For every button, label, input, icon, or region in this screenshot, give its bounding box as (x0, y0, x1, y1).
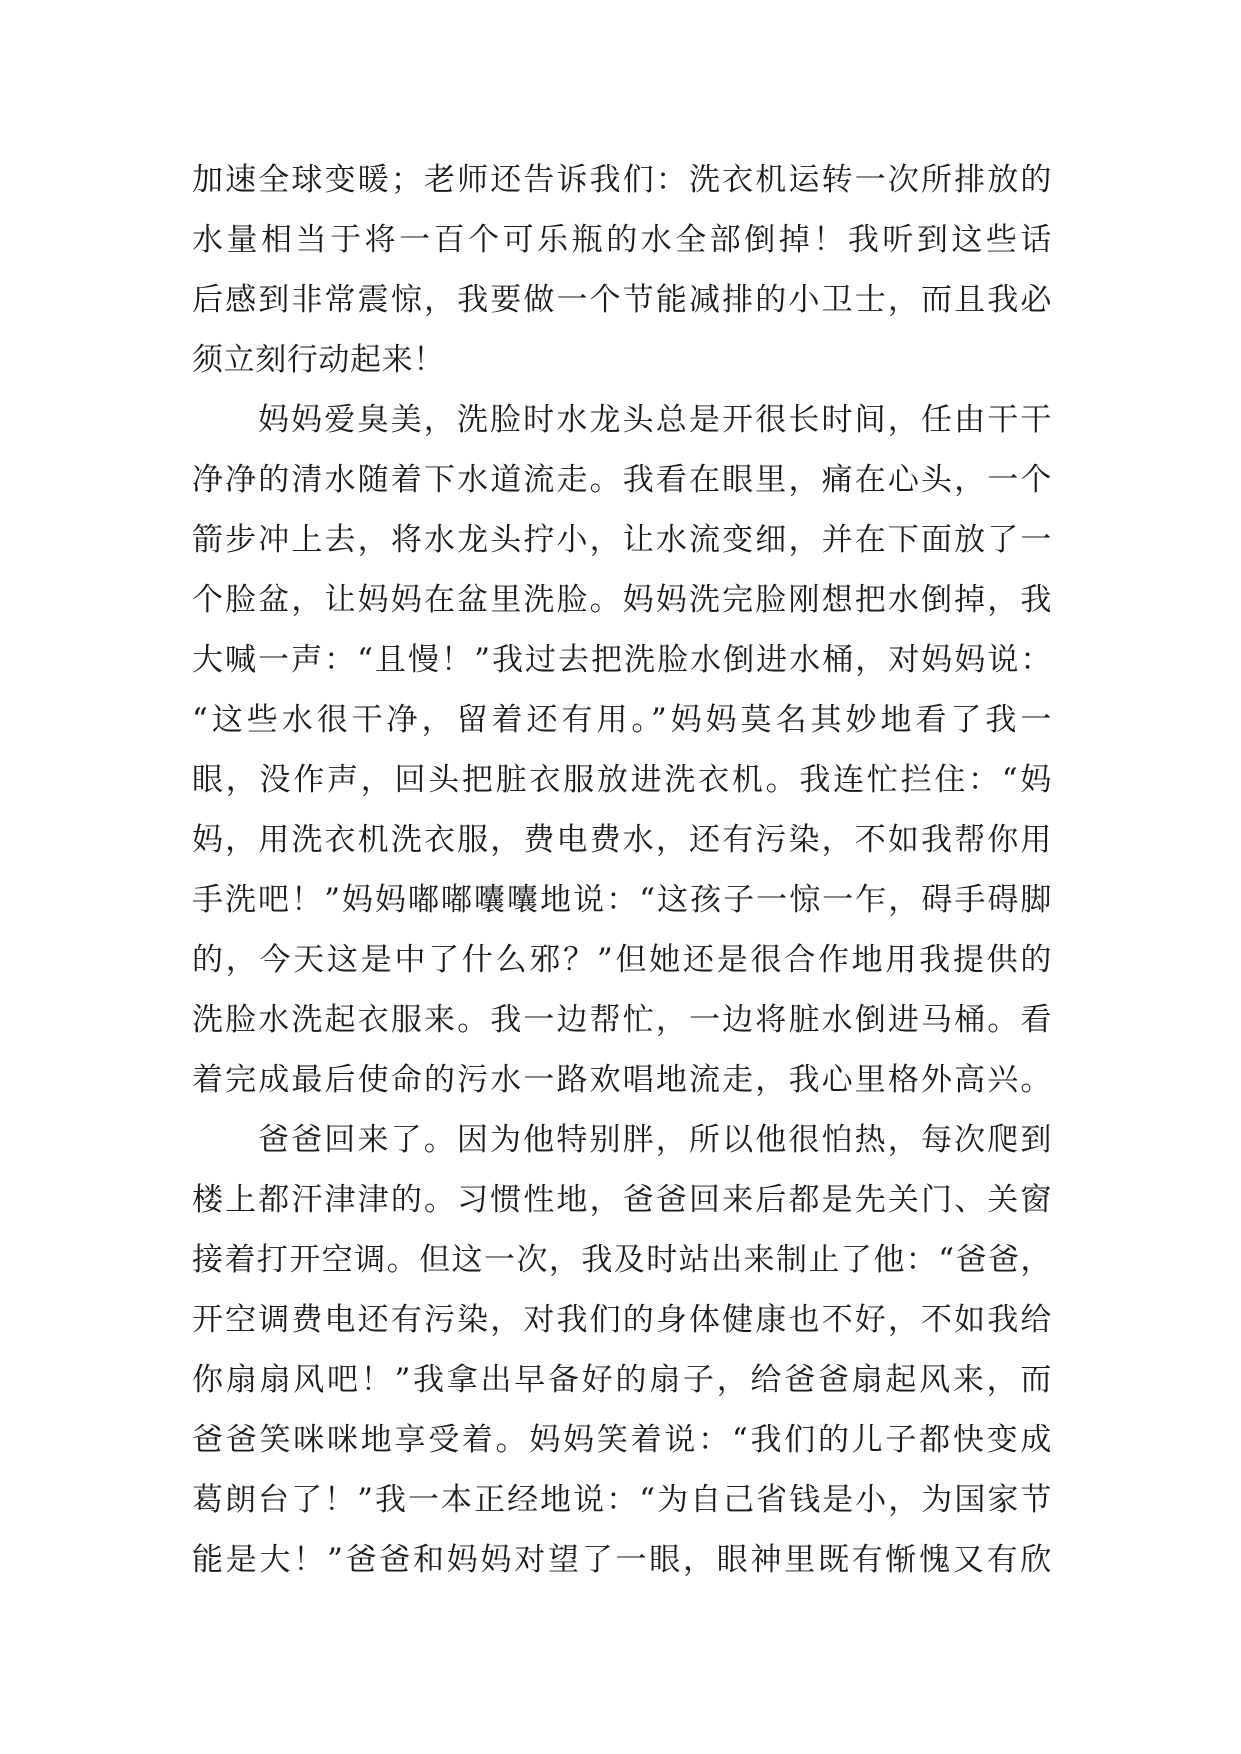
text-line: 净净的清水随着下水道流走。我看在眼里，痛在心头，一个 (192, 462, 1052, 498)
text-line: 个脸盆，让妈妈在盆里洗脸。妈妈洗完脸刚想把水倒掉，我 (192, 582, 1052, 618)
text-line: 水量相当于将一百个可乐瓶的水全部倒掉！我听到这些话 (192, 222, 1052, 258)
text-line: 开空调费电还有污染，对我们的身体健康也不好，不如我给 (192, 1302, 1052, 1338)
text-line: 你扇扇风吧！”我拿出早备好的扇子，给爸爸扇起风来，而 (192, 1362, 1052, 1398)
body-text (192, 150, 1052, 1590)
text-line: 眼，没作声，回头把脏衣服放进洗衣机。我连忙拦住：“妈 (192, 762, 1052, 798)
text-line: 大喊一声：“且慢！”我过去把洗脸水倒进水桶，对妈妈说： (192, 642, 1052, 678)
text-line: 箭步冲上去，将水龙头拧小，让水流变细，并在下面放了一 (192, 522, 1052, 558)
text-line: 加速全球变暖；老师还告诉我们：洗衣机运转一次所排放的 (192, 162, 1052, 198)
text-line: 妈，用洗衣机洗衣服，费电费水，还有污染，不如我帮你用 (192, 822, 1052, 858)
text-line: 接着打开空调。但这一次，我及时站出来制止了他：“爸爸， (192, 1242, 1052, 1278)
text-line: 能是大！”爸爸和妈妈对望了一眼，眼神里既有惭愧又有欣 (192, 1542, 1052, 1578)
text-line: 楼上都汗津津的。习惯性地，爸爸回来后都是先关门、关窗 (192, 1182, 1052, 1218)
text-line: “这些水很干净，留着还有用。”妈妈莫名其妙地看了我一 (192, 702, 1052, 738)
paragraph-first-line: 妈妈爱臭美，洗脸时水龙头总是开很长时间，任由干干 (258, 402, 1052, 438)
paragraph-first-line: 爸爸回来了。因为他特别胖，所以他很怕热，每次爬到 (258, 1122, 1052, 1158)
text-line: 后感到非常震惊，我要做一个节能减排的小卫士，而且我必 (192, 282, 1052, 318)
text-line: 爸爸笑咪咪地享受着。妈妈笑着说：“我们的儿子都快变成 (192, 1422, 1052, 1458)
text-line: 手洗吧！”妈妈嘟嘟囔囔地说：“这孩子一惊一乍，碍手碍脚 (192, 882, 1052, 918)
text-line: 着完成最后使命的污水一路欢唱地流走，我心里格外高兴。 (192, 1062, 1052, 1098)
text-line: 的，今天这是中了什么邪？”但她还是很合作地用我提供的 (192, 942, 1052, 978)
text-line: 葛朗台了！”我一本正经地说：“为自己省钱是小，为国家节 (192, 1482, 1052, 1518)
text-line: 洗脸水洗起衣服来。我一边帮忙，一边将脏水倒进马桶。看 (192, 1002, 1052, 1038)
text-line: 须立刻行动起来！ (192, 342, 445, 378)
